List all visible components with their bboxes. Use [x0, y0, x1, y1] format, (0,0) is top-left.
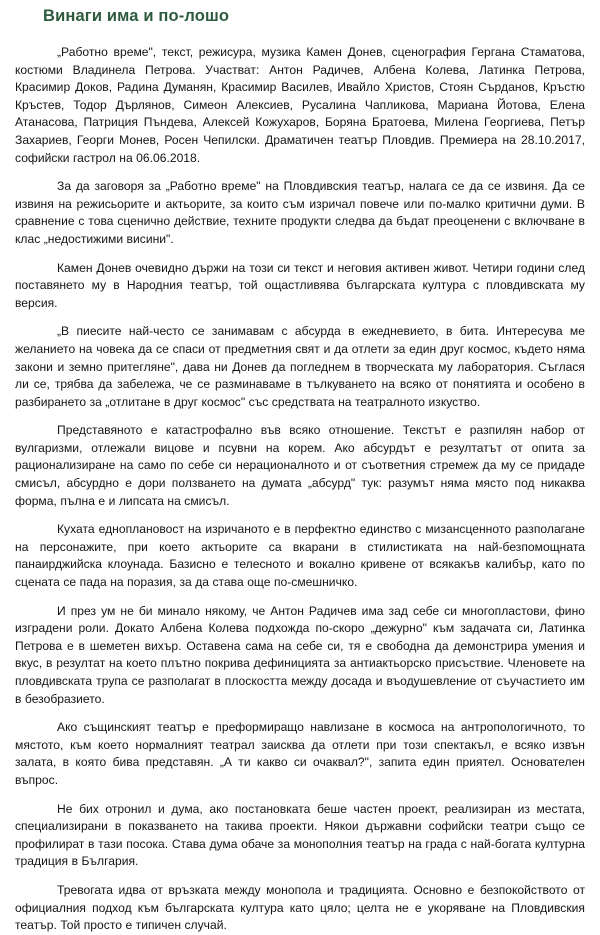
article-body — [0, 26, 600, 935]
paragraph-conclusion: Тревогата идва от връзката между монопола и традицията. Основно е безпокойството от официалния подход към българската култура като цяло; целта не е укоряване на Пловдивския театър. Той просто е типичен случай. — [15, 882, 585, 933]
paragraph-donev-text: Камен Донев очевидно държи на този си текст и неговия активен живот. Четири години след поставянето му в Народния театър, той ощастливява българската култура с пловдивската му версия. — [15, 260, 585, 310]
paragraph-private-project: Не бих отронил и дума, ако постановката беше частен проект, реализиран из местата, специализирани в показването на такива проекти. Някои държавни софийски театри също се профилират в тази посока. Става дума обаче за монополния театър на града с най-богата културна традиция в България. — [15, 801, 585, 869]
paragraph-real-theatre: Ако същинският театър е преформиращо навлизане в космоса на антропологичното, то мястото, към което нормалният театрал заисква да отлети при този спектакъл, е всяко извън залата, в която бива представян. „А ти какво си очаквал?", запита един приятел. Основателен въпрос. — [15, 720, 585, 787]
paragraph-apology: За да заговоря за „Работно време" на Пловдивския театър, налага се да се извиня. Да се извиня на режисьорите и актьорите, за които съм изричал повече или по-малко критични думи. В сравнение с това сценично действие, техните продукти следва да бъдат преоценени с включване в клас „недостижими висини". — [15, 179, 585, 246]
paragraph-clownery: Кухата едноплановост на изричаното е в перфектно единство с мизансценното разполагане на персонажите, при което актьорите са вкарани в стилистиката на най-безпомощната панаирджийска клоунада. Базисно е телесното и вокално кривене от всякакъв калибър, като по сцената се пада на поразия, за да става още по-смешничко. — [15, 522, 585, 590]
paragraph-credits: „Работно време", текст, режисура, музика Камен Донев, сценография Гергана Стаматова, костюми Владинела Петрова. Участват: Антон Радичев, Албена Колева, Латинка Петрова, Красимир Доков, Радина Думанян, Красимир Василев, Ивайло Христов, Стоян Сърданов, Кръстю Кръстев, Тодор Дърлянов, Симеон Алексиев, Русалина Чапликова, Мариана Йотова, Елена Атанасова, Патриция Пъндева, Алексей Кожухаров, Боряна Братоева, Милена Георгиева, Петър Захариев, Георги Монев, Росен Чепилски. Драматичен театър Пловдив. Премиера на 28.10.2017, софийски гастрол на 06.06.2018. — [15, 45, 585, 165]
paragraph-catastrophic: Представяното е катастрофално във всяко отношение. Текстът е разпилян набор от вулгаризми, отлежали вицове и псувни на корем. Ако абсурдът е резултатът от опита за рационализиране на само по себе си нерационалното и от съответния стремеж да му се придаде смисъл, абсурдно е дори ползването на думата „абсурд" тук: разумът няма място под никаква форма, пълна е и липсата на смисъл. — [15, 423, 585, 508]
page-title: Винаги има и по-лошо — [43, 7, 230, 25]
paragraph-quote-absurd: „В пиесите най-често се занимавам с абсурда в ежедневието, в бита. Интересува ме желанието на човека да се спаси от предметния свят и да отлети за един друг космос, където няма закони и земно притегляне", дава ни Донев да погледнем в творческата му лаборатория. Съглася ли се, трябва да забележа, че се разминаваме в тълкуването на всяко от понятията и особено в разбирането за „отлитане в друг космос" със средствата на театралното изкуство. — [15, 324, 585, 409]
paragraph-actors: И през ум не би минало някому, че Антон Радичев има зад себе си многопластови, фино изградени роли. Докато Албена Колева подхожда по-скоро „дежурно" към задачата си, Латинка Петрова е в шеметен вихър. Оставена сама на себе си, тя е свободна да демонстрира умения и вкус, в резултат на което плътно покрива дефиницията за антиактьорско присъствие. Членовете на пловдивската трупа се разполагат в плоскостта между досада и въодушевление от съучастието им в безобразието. — [15, 603, 585, 706]
